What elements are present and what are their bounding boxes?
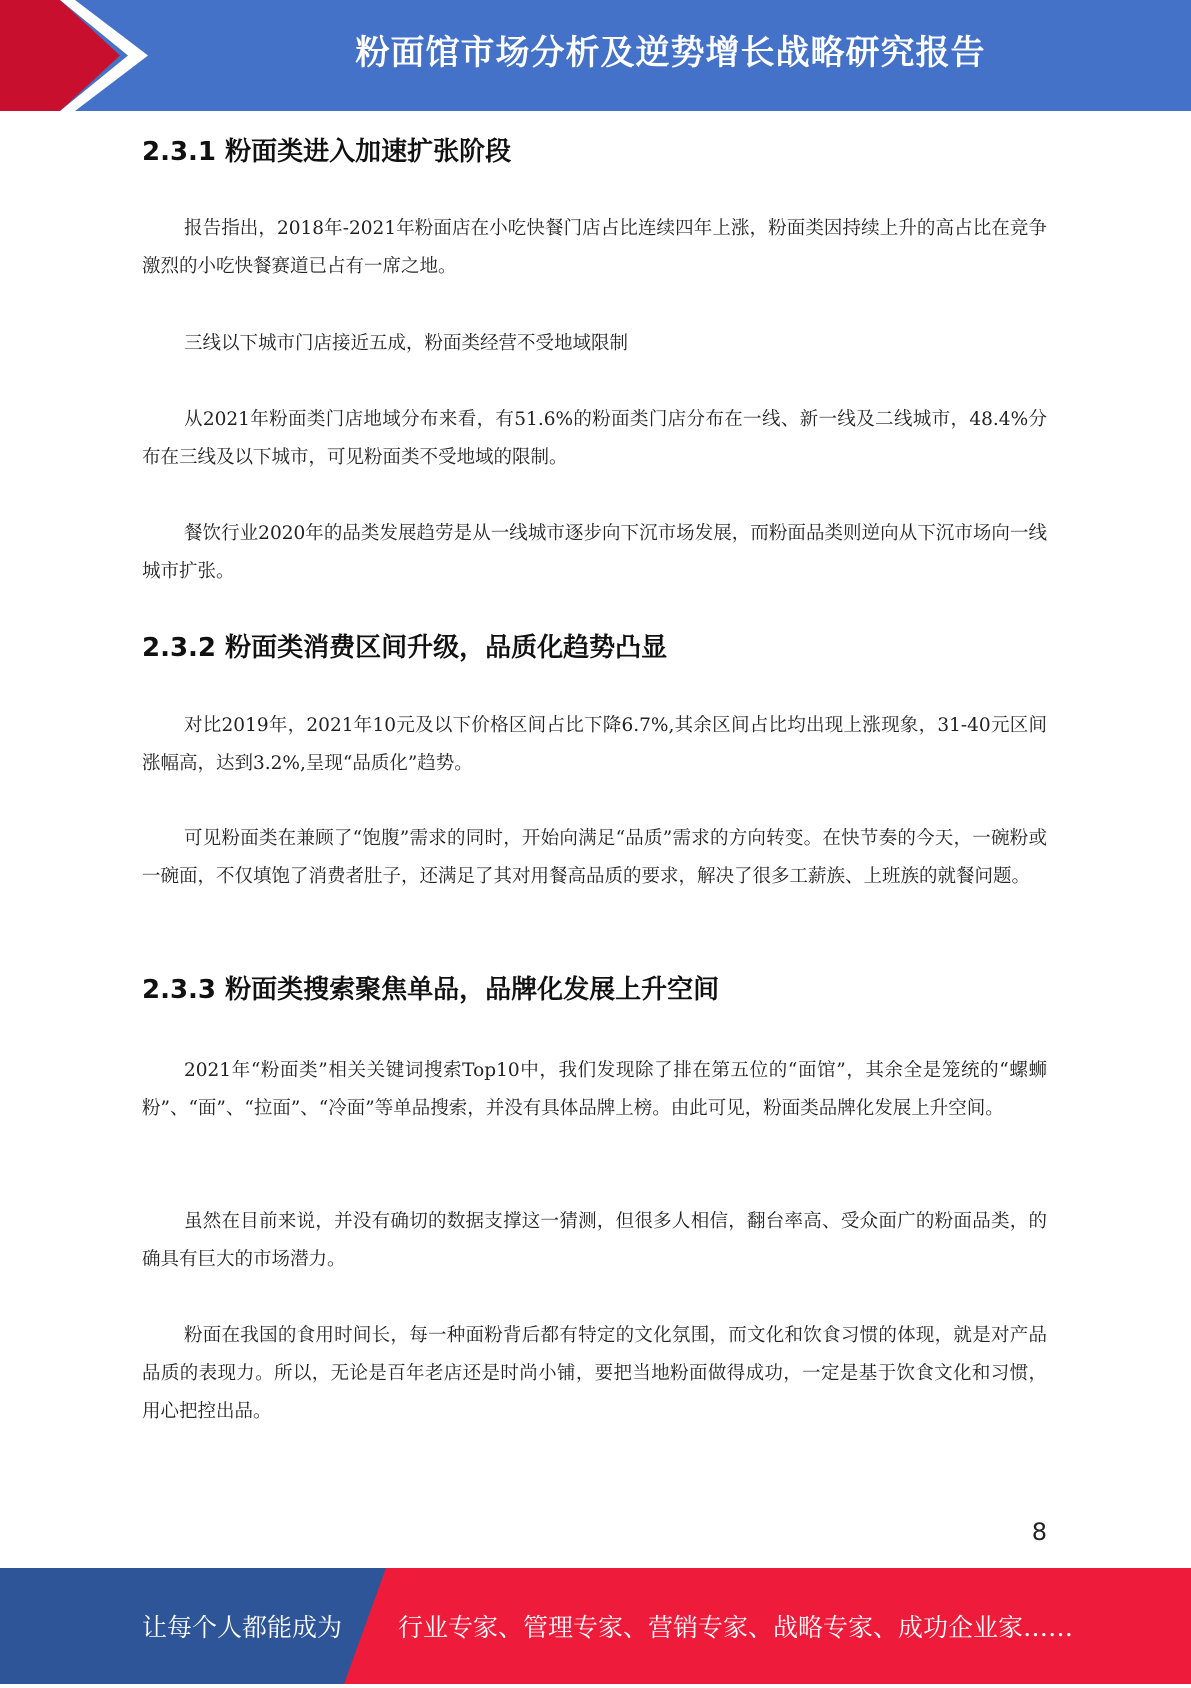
paragraph: 虽然在目前来说，并没有确切的数据支撑这一猜测，但很多人相信，翻台率高、受众面广的粉面品类，的确具有巨大的市场潜力。	[142, 1211, 1047, 1270]
paragraph: 三线以下城市门店接近五成，粉面类经营不受地域限制	[184, 333, 629, 354]
paragraph: 可见粉面类在兼顾了“饱腹”需求的同时，开始向满足“品质”需求的方向转变。在快节奏的今天，一碗粉或一碗面，不仅填饱了消费者肚子，还满足了其对用餐高品质的要求，解决了很多工薪族、上班族的就餐问题。	[142, 828, 1047, 887]
paragraph: 餐饮行业2020年的品类发展趋劳是从一线城市逐步向下沉市场发展，而粉面品类则逆向从下沉市场向一线城市扩张。	[142, 523, 1047, 582]
chevron-arrow-icon	[0, 0, 160, 111]
report-title: 粉面馆市场分析及逆势增长战略研究报告	[355, 33, 986, 73]
page-number: 8	[1031, 1518, 1047, 1546]
paragraph: 从2021年粉面类门店地域分布来看，有51.6%的粉面类门店分布在一线、新一线及二线城市，48.4%分布在三线及以下城市，可见粉面类不受地域的限制。	[142, 409, 1047, 468]
header-banner	[0, 0, 1191, 111]
section-heading-2-3-1: 2.3.1 粉面类进入加速扩张阶段	[142, 137, 512, 167]
paragraph: 对比2019年，2021年10元及以下价格区间占比下降6.7%,其余区间占比均出现上涨现象，31-40元区间涨幅高，达到3.2%,呈现“品质化”趋势。	[142, 715, 1047, 774]
paragraph: 2021年“粉面类”相关关键词搜索Top10中，我们发现除了排在第五位的“面馆”，其余全是笼统的“螺蛳粉”、“面”、“拉面”、“冷面”等单品搜索，并没有具体品牌上榜。由此可见，粉面类品牌化发展上升空间。	[142, 1060, 1047, 1119]
footer-banner	[0, 1568, 1191, 1684]
paragraph: 粉面在我国的食用时间长，每一种面粉背后都有特定的文化氛围，而文化和饮食习惯的体现，就是对产品品质的表现力。所以，无论是百年老店还是时尚小铺，要把当地粉面做得成功，一定是基于饮食文化和习惯，用心把控出品。	[142, 1325, 1047, 1422]
footer-slogan-left: 让每个人都能成为	[142, 1613, 343, 1642]
section-heading-2-3-3: 2.3.3 粉面类搜索聚焦单品，品牌化发展上升空间	[142, 975, 720, 1005]
section-heading-2-3-2: 2.3.2 粉面类消费区间升级，品质化趋势凸显	[142, 633, 668, 663]
footer-slogan-right: 行业专家、管理专家、营销专家、战略专家、成功企业家……	[398, 1613, 1074, 1642]
paragraph: 报告指出，2018年-2021年粉面店在小吃快餐门店占比连续四年上涨，粉面类因持续上升的高占比在竞争激烈的小吃快餐赛道已占有一席之地。	[142, 218, 1047, 277]
